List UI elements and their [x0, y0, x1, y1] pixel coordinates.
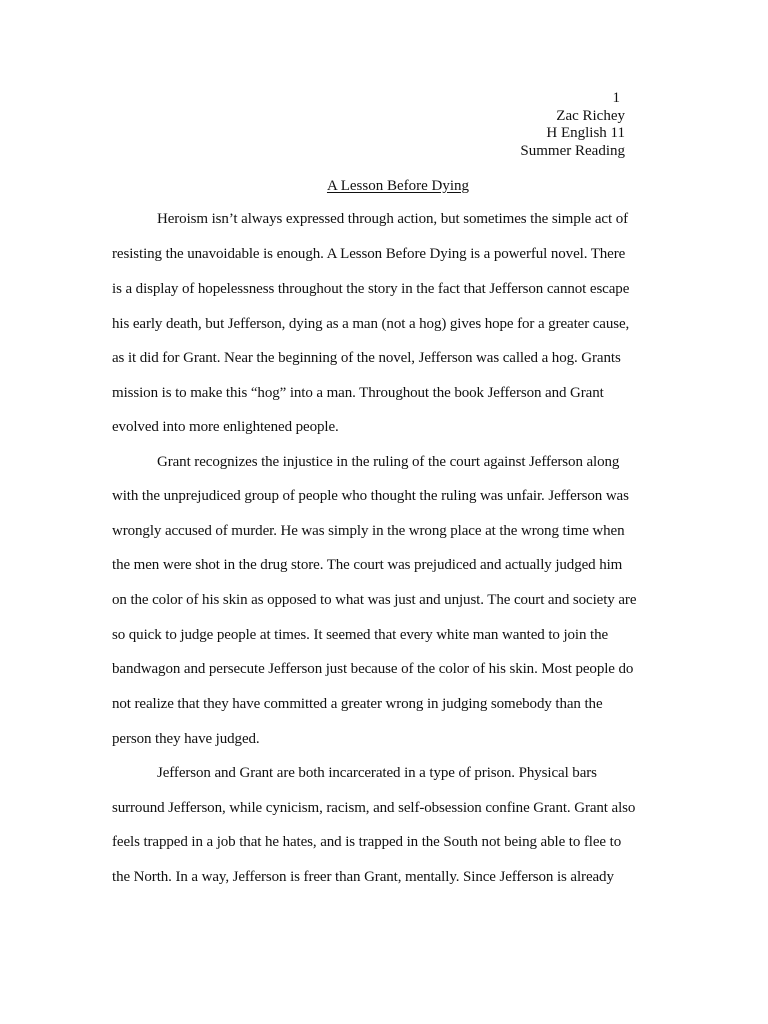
- paragraph-3-line-3: feels trapped in a job that he hates, and is trapped in the South not being able to flee to: [112, 834, 622, 850]
- course-line: [0, 125, 768, 143]
- paragraph-1-line-1: Heroism isn’t always expressed through action, but sometimes the simple act of: [157, 211, 628, 227]
- paragraph-1-line-7: evolved into more enlightened people.: [112, 419, 339, 435]
- paragraph-1-line-3: is a display of hopelessness throughout the story in the fact that Jefferson cannot escape: [112, 281, 630, 297]
- paragraph-3-line-2: surround Jefferson, while cynicism, racism, and self-obsession confine Grant. Grant also: [112, 800, 636, 816]
- paragraph-3-line-4: the North. In a way, Jefferson is freer than Grant, mentally. Since Jefferson is already: [112, 869, 614, 885]
- paragraph-1-line-6: mission is to make this “hog” into a man. Throughout the book Jefferson and Grant: [112, 385, 604, 401]
- paragraph-1-line-5: as it did for Grant. Near the beginning of the novel, Jefferson was called a hog. Grants: [112, 350, 621, 366]
- paragraph-2-line-6: so quick to judge people at times. It seemed that every white man wanted to join the: [112, 627, 609, 643]
- paragraph-2-line-7: bandwagon and persecute Jefferson just because of the color of his skin. Most people do: [112, 661, 634, 677]
- paragraph-2-line-2: with the unprejudiced group of people who thought the ruling was unfair. Jefferson was: [112, 488, 629, 504]
- essay-title-line: [0, 178, 768, 195]
- paragraph-2-line-4: the men were shot in the drug store. The court was prejudiced and actually judged him: [112, 557, 623, 573]
- course-name: H English 11: [546, 125, 625, 141]
- author-line: [0, 108, 768, 126]
- assignment-name: Summer Reading: [520, 142, 625, 159]
- page-number: 1: [612, 90, 620, 106]
- paragraph-2-line-3: wrongly accused of murder. He was simply in the wrong place at the wrong time when: [112, 523, 625, 539]
- paragraph-2-line-5: on the color of his skin as opposed to what was just and unjust. The court and society are: [112, 592, 637, 608]
- author-name: Zac Richey: [556, 107, 625, 124]
- paragraph-2-line-1: Grant recognizes the injustice in the ruling of the court against Jefferson along: [157, 454, 620, 470]
- paragraph-2-line-9: person they have judged.: [112, 731, 260, 747]
- paragraph-1-line-4: his early death, but Jefferson, dying as a man (not a hog) gives hope for a greater cause,: [112, 316, 630, 332]
- assignment-line: [0, 143, 768, 161]
- page-number-line: [0, 90, 768, 108]
- paragraph-1-line-2: resisting the unavoidable is enough. A Lesson Before Dying is a powerful novel. There: [112, 246, 626, 262]
- paragraph-3-line-1: Jefferson and Grant are both incarcerated in a type of prison. Physical bars: [157, 765, 597, 781]
- essay-title: A Lesson Before Dying: [326, 178, 470, 194]
- paragraph-2-line-8: not realize that they have committed a greater wrong in judging somebody than the: [112, 696, 603, 712]
- page-header: [0, 90, 768, 160]
